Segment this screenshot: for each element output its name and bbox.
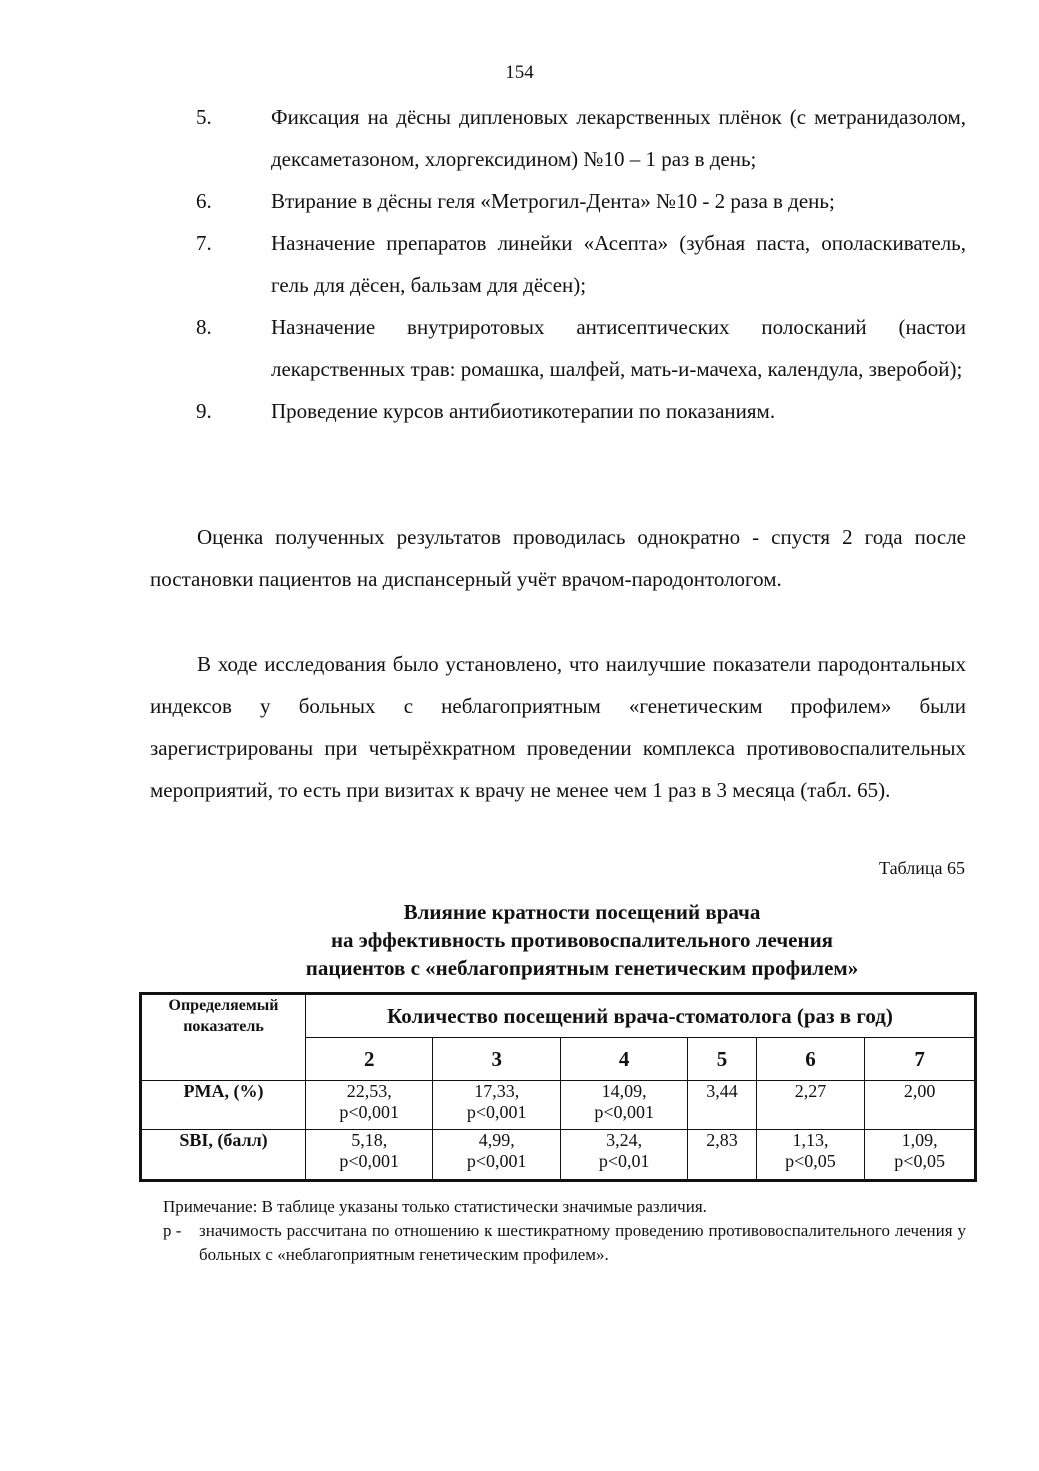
cell-value: 3,24,	[606, 1130, 643, 1151]
list-item	[196, 180, 966, 222]
table-cell	[688, 1130, 756, 1181]
table-title-line: пациентов с «неблагоприятным генетическим профилем»	[305, 956, 859, 980]
table-cell	[756, 1081, 865, 1130]
column-header: 6	[756, 1038, 865, 1081]
table-cell	[865, 1081, 976, 1130]
table-cell	[433, 1130, 560, 1181]
cell-p: p<0,001	[594, 1102, 654, 1122]
table-cell	[756, 1130, 865, 1181]
list-item	[196, 306, 966, 390]
p-value-explanation: значимость рассчитана по отношению к шестикратному проведению противовоспалительного лечения у больных с «неблагоприятным генетическим профилем».	[199, 1221, 966, 1264]
list-item-text: Проведение курсов антибиотикотерапии по показаниям.	[271, 399, 776, 423]
list-item-text: Втирание в дёсны геля «Метрогил-Дента» №10 - 2 раза в день;	[271, 189, 835, 213]
table-cell	[560, 1081, 687, 1130]
table-cell	[306, 1081, 433, 1130]
cell-p: p<0,001	[466, 1102, 527, 1122]
table-title	[150, 898, 1014, 982]
p-value-note	[163, 1219, 966, 1267]
cell-value: 3,44	[706, 1081, 738, 1101]
cell-p: p<0,001	[466, 1151, 527, 1172]
indicator-header: Определяемый показатель	[141, 994, 306, 1081]
paragraph-evaluation: Оценка полученных результатов проводилась однократно - спустя 2 года после постановки пациентов на диспансерный учёт врачом-пародонтологом.	[150, 525, 966, 591]
row-label: PMA, (%)	[141, 1081, 306, 1130]
list-item-number: 9.	[196, 399, 212, 423]
cell-value: 2,00	[903, 1081, 936, 1101]
column-header: 4	[560, 1038, 687, 1081]
p-value-mark: р -	[163, 1221, 182, 1240]
table-cell	[306, 1130, 433, 1181]
cell-value: 14,09,	[601, 1081, 647, 1101]
table-note: Примечание: В таблице указаны только статистически значимые различия.	[163, 1197, 707, 1216]
page-number: 154	[505, 62, 534, 83]
table-row	[141, 1081, 976, 1130]
results-table	[139, 992, 977, 1182]
table-cell	[865, 1130, 976, 1181]
column-header: 3	[433, 1038, 560, 1081]
list-item-text: Назначение внутриротовых антисептических полосканий (настои лекарственных трав: ромашка, шалфей, мать-и-мачеха, календула, зверобой);	[271, 315, 966, 381]
cell-value: 1,09,	[901, 1130, 938, 1151]
column-header: 2	[306, 1038, 433, 1081]
visits-header: Количество посещений врача-стоматолога (раз в год)	[306, 994, 976, 1038]
cell-p: p<0,001	[339, 1102, 400, 1122]
cell-value: 4,99,	[478, 1130, 515, 1151]
list-item-number: 8.	[196, 315, 212, 339]
cell-value: 17,33,	[474, 1081, 520, 1101]
paragraph-findings: В ходе исследования было установлено, что наилучшие показатели пародонтальных индексов у больных с неблагоприятным «генетическим профилем» были зарегистрированы при четырёхкратном проведении комплекса противовоспалительных мероприятий, то есть при визитах к врачу не менее чем 1 раз в 3 месяца (табл. 65).	[150, 652, 966, 802]
cell-value: 1,13,	[792, 1130, 829, 1151]
column-header: 7	[865, 1038, 976, 1081]
table-cell	[433, 1081, 560, 1130]
cell-p: p<0,001	[339, 1151, 400, 1172]
list-item-text: Фиксация на дёсны дипленовых лекарственных плёнок (с метранидазолом, дексаметазоном, хлоргексидином) №10 – 1 раз в день;	[271, 105, 966, 171]
cell-p: p<0,05	[785, 1151, 836, 1172]
table-label: Таблица 65	[879, 858, 965, 878]
cell-p: p<0,05	[894, 1151, 945, 1172]
cell-value: 5,18,	[351, 1130, 388, 1151]
list-item	[196, 390, 966, 432]
cell-p: p<0,01	[598, 1151, 650, 1172]
table-row	[141, 1130, 976, 1181]
list-item-number: 5.	[196, 105, 212, 129]
cell-value: 22,53,	[346, 1081, 392, 1101]
list-item	[196, 96, 966, 180]
row-label: SBI, (балл)	[141, 1130, 306, 1181]
table-cell	[560, 1130, 687, 1181]
list-item-text: Назначение препаратов линейки «Асепта» (зубная паста, ополаскиватель, гель для дёсен, бальзам для дёсен);	[271, 231, 966, 297]
column-header: 5	[688, 1038, 756, 1081]
table-title-line: Влияние кратности посещений врача	[403, 900, 761, 924]
list-item	[196, 222, 966, 306]
cell-value: 2,83	[706, 1130, 738, 1151]
list-item-number: 6.	[196, 189, 212, 213]
table-title-line: на эффективность противовоспалительного лечения	[330, 928, 834, 952]
treatment-list	[196, 96, 966, 432]
table-cell	[688, 1081, 756, 1130]
list-item-number: 7.	[196, 231, 212, 255]
cell-value: 2,27	[794, 1081, 827, 1101]
